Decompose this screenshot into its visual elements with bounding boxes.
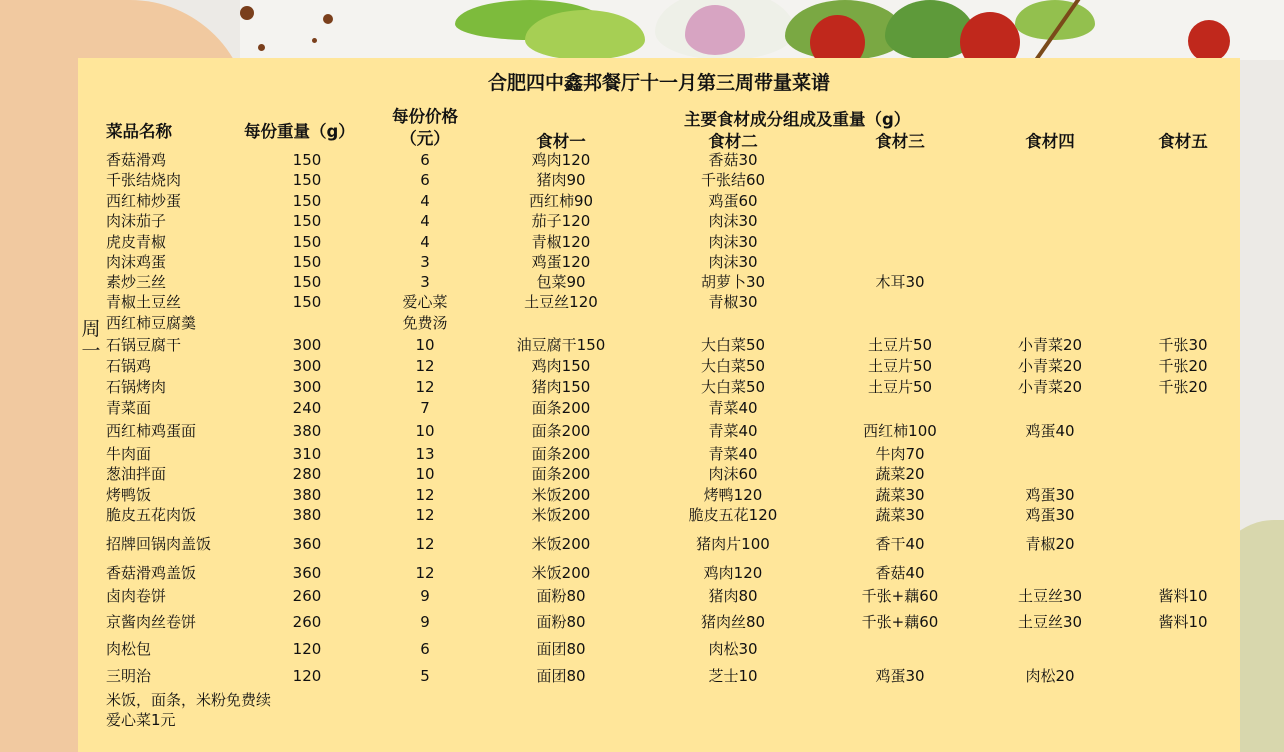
salad-photo [455, 0, 1095, 60]
decor-dot [240, 6, 254, 20]
dish-ingredient-2: 肉沫30 [708, 212, 758, 230]
dish-ingredient-1: 猪肉150 [531, 378, 591, 396]
dish-weight: 380 [292, 486, 322, 504]
header-price-line1: 每份价格 [392, 107, 458, 126]
dish-ingredient-4: 小青菜20 [1017, 336, 1083, 354]
dish-ingredient-4: 土豆丝30 [1017, 587, 1083, 605]
dish-ingredient-2: 猪肉80 [708, 587, 758, 605]
dish-ingredient-5: 酱料10 [1158, 613, 1208, 631]
note-free-refill: 米饭，面条，米粉免费续 [106, 691, 272, 709]
dish-ingredient-1: 面团80 [536, 640, 586, 658]
header-composition: 主要食材成分组成及重量（g） [684, 110, 911, 129]
dish-ingredient-3: 蔬菜30 [875, 486, 925, 504]
dish-ingredient-2: 胡萝卜30 [700, 273, 766, 291]
dish-name: 牛肉面 [106, 445, 152, 463]
dish-ingredient-1: 包菜90 [536, 273, 586, 291]
decor-dot [323, 14, 333, 24]
dish-price: 10 [415, 422, 435, 440]
dish-ingredient-1: 米饭200 [531, 564, 591, 582]
dish-ingredient-5: 千张30 [1158, 336, 1208, 354]
dish-price: 12 [415, 357, 435, 375]
weekday-label: 周一 [81, 318, 101, 362]
dish-ingredient-4: 小青菜20 [1017, 378, 1083, 396]
dish-ingredient-2: 猪肉片100 [696, 535, 770, 553]
header-weight: 每份重量（g） [244, 122, 355, 141]
dish-ingredient-1: 青椒120 [531, 233, 591, 251]
dish-ingredient-1: 面条200 [531, 445, 591, 463]
dish-weight: 260 [292, 587, 322, 605]
tomato-decor [1188, 20, 1230, 62]
header-price-line2: （元） [400, 129, 450, 148]
dish-weight: 260 [292, 613, 322, 631]
dish-price: 10 [415, 465, 435, 483]
dish-name: 京酱肉丝卷饼 [106, 613, 197, 631]
dish-name: 西红柿豆腐羹 [106, 314, 197, 332]
dish-name: 素炒三丝 [106, 273, 167, 291]
dish-price: 3 [420, 253, 430, 271]
header-price [385, 106, 465, 150]
dish-price: 3 [420, 273, 430, 291]
dish-weight: 360 [292, 564, 322, 582]
dish-ingredient-1: 面条200 [531, 422, 591, 440]
dish-ingredient-2: 猪肉丝80 [700, 613, 766, 631]
dish-ingredient-2: 鸡蛋60 [708, 192, 758, 210]
dish-ingredient-3: 蔬菜20 [875, 465, 925, 483]
dish-ingredient-3: 香干40 [875, 535, 925, 553]
dish-ingredient-1: 鸡蛋120 [531, 253, 591, 271]
dish-price: 10 [415, 336, 435, 354]
dish-weight: 360 [292, 535, 322, 553]
dish-name: 香菇滑鸡盖饭 [106, 564, 197, 582]
dish-ingredient-4: 鸡蛋30 [1025, 486, 1075, 504]
header-ingredient-2: 食材二 [708, 132, 758, 151]
dish-weight: 150 [292, 253, 322, 271]
dish-ingredient-3: 西红柿100 [863, 422, 937, 440]
dish-name: 石锅豆腐干 [106, 336, 182, 354]
decor-dot [258, 44, 265, 51]
dish-ingredient-1: 土豆丝120 [524, 293, 598, 311]
dish-weight: 150 [292, 171, 322, 189]
dish-weight: 240 [292, 399, 322, 417]
dish-name: 卤肉卷饼 [106, 587, 167, 605]
dish-ingredient-4: 鸡蛋30 [1025, 506, 1075, 524]
dish-ingredient-3: 木耳30 [875, 273, 925, 291]
dish-name: 青菜面 [106, 399, 152, 417]
menu-title: 合肥四中鑫邦餐厅十一月第三周带量菜谱 [487, 72, 830, 94]
dish-ingredient-1: 面团80 [536, 667, 586, 685]
dish-name: 肉松包 [106, 640, 152, 658]
dish-ingredient-2: 鸡肉120 [703, 564, 763, 582]
dish-price: 9 [420, 613, 430, 631]
note-love-dish-price: 爱心菜1元 [106, 711, 176, 729]
dish-ingredient-5: 千张20 [1158, 357, 1208, 375]
dish-name: 烤鸭饭 [106, 486, 152, 504]
dish-price: 爱心菜 [402, 293, 448, 311]
header-ingredient-5: 食材五 [1158, 132, 1208, 151]
dish-ingredient-1: 面条200 [531, 399, 591, 417]
dish-weight: 150 [292, 233, 322, 251]
dish-weight: 150 [292, 151, 322, 169]
dish-name: 香菇滑鸡 [106, 151, 167, 169]
dish-price: 7 [420, 399, 430, 417]
dish-name: 石锅烤肉 [106, 378, 167, 396]
dish-name: 招牌回锅肉盖饭 [106, 535, 212, 553]
dish-ingredient-4: 鸡蛋40 [1025, 422, 1075, 440]
dish-ingredient-2: 青菜40 [708, 399, 758, 417]
dish-ingredient-3: 土豆片50 [867, 357, 933, 375]
header-ingredient-3: 食材三 [875, 132, 925, 151]
dish-price: 12 [415, 506, 435, 524]
dish-ingredient-3: 蔬菜30 [875, 506, 925, 524]
dish-ingredient-1: 米饭200 [531, 535, 591, 553]
dish-ingredient-3: 香菇40 [875, 564, 925, 582]
dish-price: 4 [420, 233, 430, 251]
dish-name: 葱油拌面 [106, 465, 167, 483]
dish-price: 4 [420, 192, 430, 210]
dish-name: 西红柿鸡蛋面 [106, 422, 197, 440]
dish-price: 6 [420, 171, 430, 189]
dish-ingredient-4: 青椒20 [1025, 535, 1075, 553]
dish-weight: 120 [292, 640, 322, 658]
header-name: 菜品名称 [106, 122, 172, 141]
dish-price: 免费汤 [402, 314, 448, 332]
dish-ingredient-1: 鸡肉150 [531, 357, 591, 375]
decor-dot [312, 38, 317, 43]
dish-ingredient-2: 肉沫30 [708, 233, 758, 251]
dish-ingredient-2: 青菜40 [708, 422, 758, 440]
dish-weight: 300 [292, 357, 322, 375]
dish-name: 青椒土豆丝 [106, 293, 182, 311]
dish-ingredient-1: 油豆腐干150 [516, 336, 606, 354]
dish-weight: 150 [292, 293, 322, 311]
dish-weight: 300 [292, 336, 322, 354]
dish-price: 12 [415, 564, 435, 582]
header-ingredient-1: 食材一 [536, 132, 586, 151]
dish-ingredient-1: 面条200 [531, 465, 591, 483]
dish-weight: 120 [292, 667, 322, 685]
dish-ingredient-1: 面粉80 [536, 587, 586, 605]
dish-ingredient-2: 香菇30 [708, 151, 758, 169]
header-ingredient-4: 食材四 [1025, 132, 1075, 151]
dish-ingredient-5: 千张20 [1158, 378, 1208, 396]
dish-name: 虎皮青椒 [106, 233, 167, 251]
dish-ingredient-2: 肉松30 [708, 640, 758, 658]
dish-ingredient-2: 芝士10 [708, 667, 758, 685]
dish-weight: 280 [292, 465, 322, 483]
dish-ingredient-3: 鸡蛋30 [875, 667, 925, 685]
dish-ingredient-1: 鸡肉120 [531, 151, 591, 169]
dish-ingredient-2: 青菜40 [708, 445, 758, 463]
dish-name: 肉沫鸡蛋 [106, 253, 167, 271]
dish-price: 6 [420, 640, 430, 658]
dish-name: 西红柿炒蛋 [106, 192, 182, 210]
dish-ingredient-1: 猪肉90 [536, 171, 586, 189]
dish-name: 三明治 [106, 667, 152, 685]
dish-ingredient-2: 大白菜50 [700, 357, 766, 375]
dish-ingredient-1: 米饭200 [531, 506, 591, 524]
dish-weight: 150 [292, 212, 322, 230]
dish-ingredient-2: 大白菜50 [700, 336, 766, 354]
dish-ingredient-4: 土豆丝30 [1017, 613, 1083, 631]
dish-price: 12 [415, 535, 435, 553]
dish-ingredient-1: 西红柿90 [528, 192, 594, 210]
dish-ingredient-4: 肉松20 [1025, 667, 1075, 685]
dish-weight: 150 [292, 192, 322, 210]
dish-name: 石锅鸡 [106, 357, 152, 375]
dish-ingredient-3: 土豆片50 [867, 378, 933, 396]
dish-price: 6 [420, 151, 430, 169]
dish-ingredient-2: 肉沫30 [708, 253, 758, 271]
dish-weight: 310 [292, 445, 322, 463]
dish-ingredient-3: 千张+藕60 [861, 587, 939, 605]
dish-ingredient-3: 千张+藕60 [861, 613, 939, 631]
dish-weight: 300 [292, 378, 322, 396]
dish-name: 千张结烧肉 [106, 171, 182, 189]
dish-ingredient-2: 脆皮五花120 [688, 506, 778, 524]
dish-ingredient-4: 小青菜20 [1017, 357, 1083, 375]
dish-name: 脆皮五花肉饭 [106, 506, 197, 524]
dish-ingredient-1: 面粉80 [536, 613, 586, 631]
dish-ingredient-3: 牛肉70 [875, 445, 925, 463]
dish-name: 肉沫茄子 [106, 212, 167, 230]
dish-ingredient-5: 酱料10 [1158, 587, 1208, 605]
dish-price: 9 [420, 587, 430, 605]
dish-ingredient-2: 青椒30 [708, 293, 758, 311]
dish-ingredient-1: 米饭200 [531, 486, 591, 504]
dish-ingredient-2: 肉沫60 [708, 465, 758, 483]
dish-weight: 380 [292, 422, 322, 440]
dish-price: 12 [415, 378, 435, 396]
dish-ingredient-2: 大白菜50 [700, 378, 766, 396]
dish-ingredient-2: 烤鸭120 [703, 486, 763, 504]
menu-card [78, 58, 1240, 752]
dish-ingredient-1: 茄子120 [531, 212, 591, 230]
dish-price: 13 [415, 445, 435, 463]
dish-price: 12 [415, 486, 435, 504]
dish-ingredient-3: 土豆片50 [867, 336, 933, 354]
dish-price: 4 [420, 212, 430, 230]
dish-weight: 150 [292, 273, 322, 291]
dish-weight: 380 [292, 506, 322, 524]
dish-ingredient-2: 千张结60 [700, 171, 766, 189]
dish-price: 5 [420, 667, 430, 685]
